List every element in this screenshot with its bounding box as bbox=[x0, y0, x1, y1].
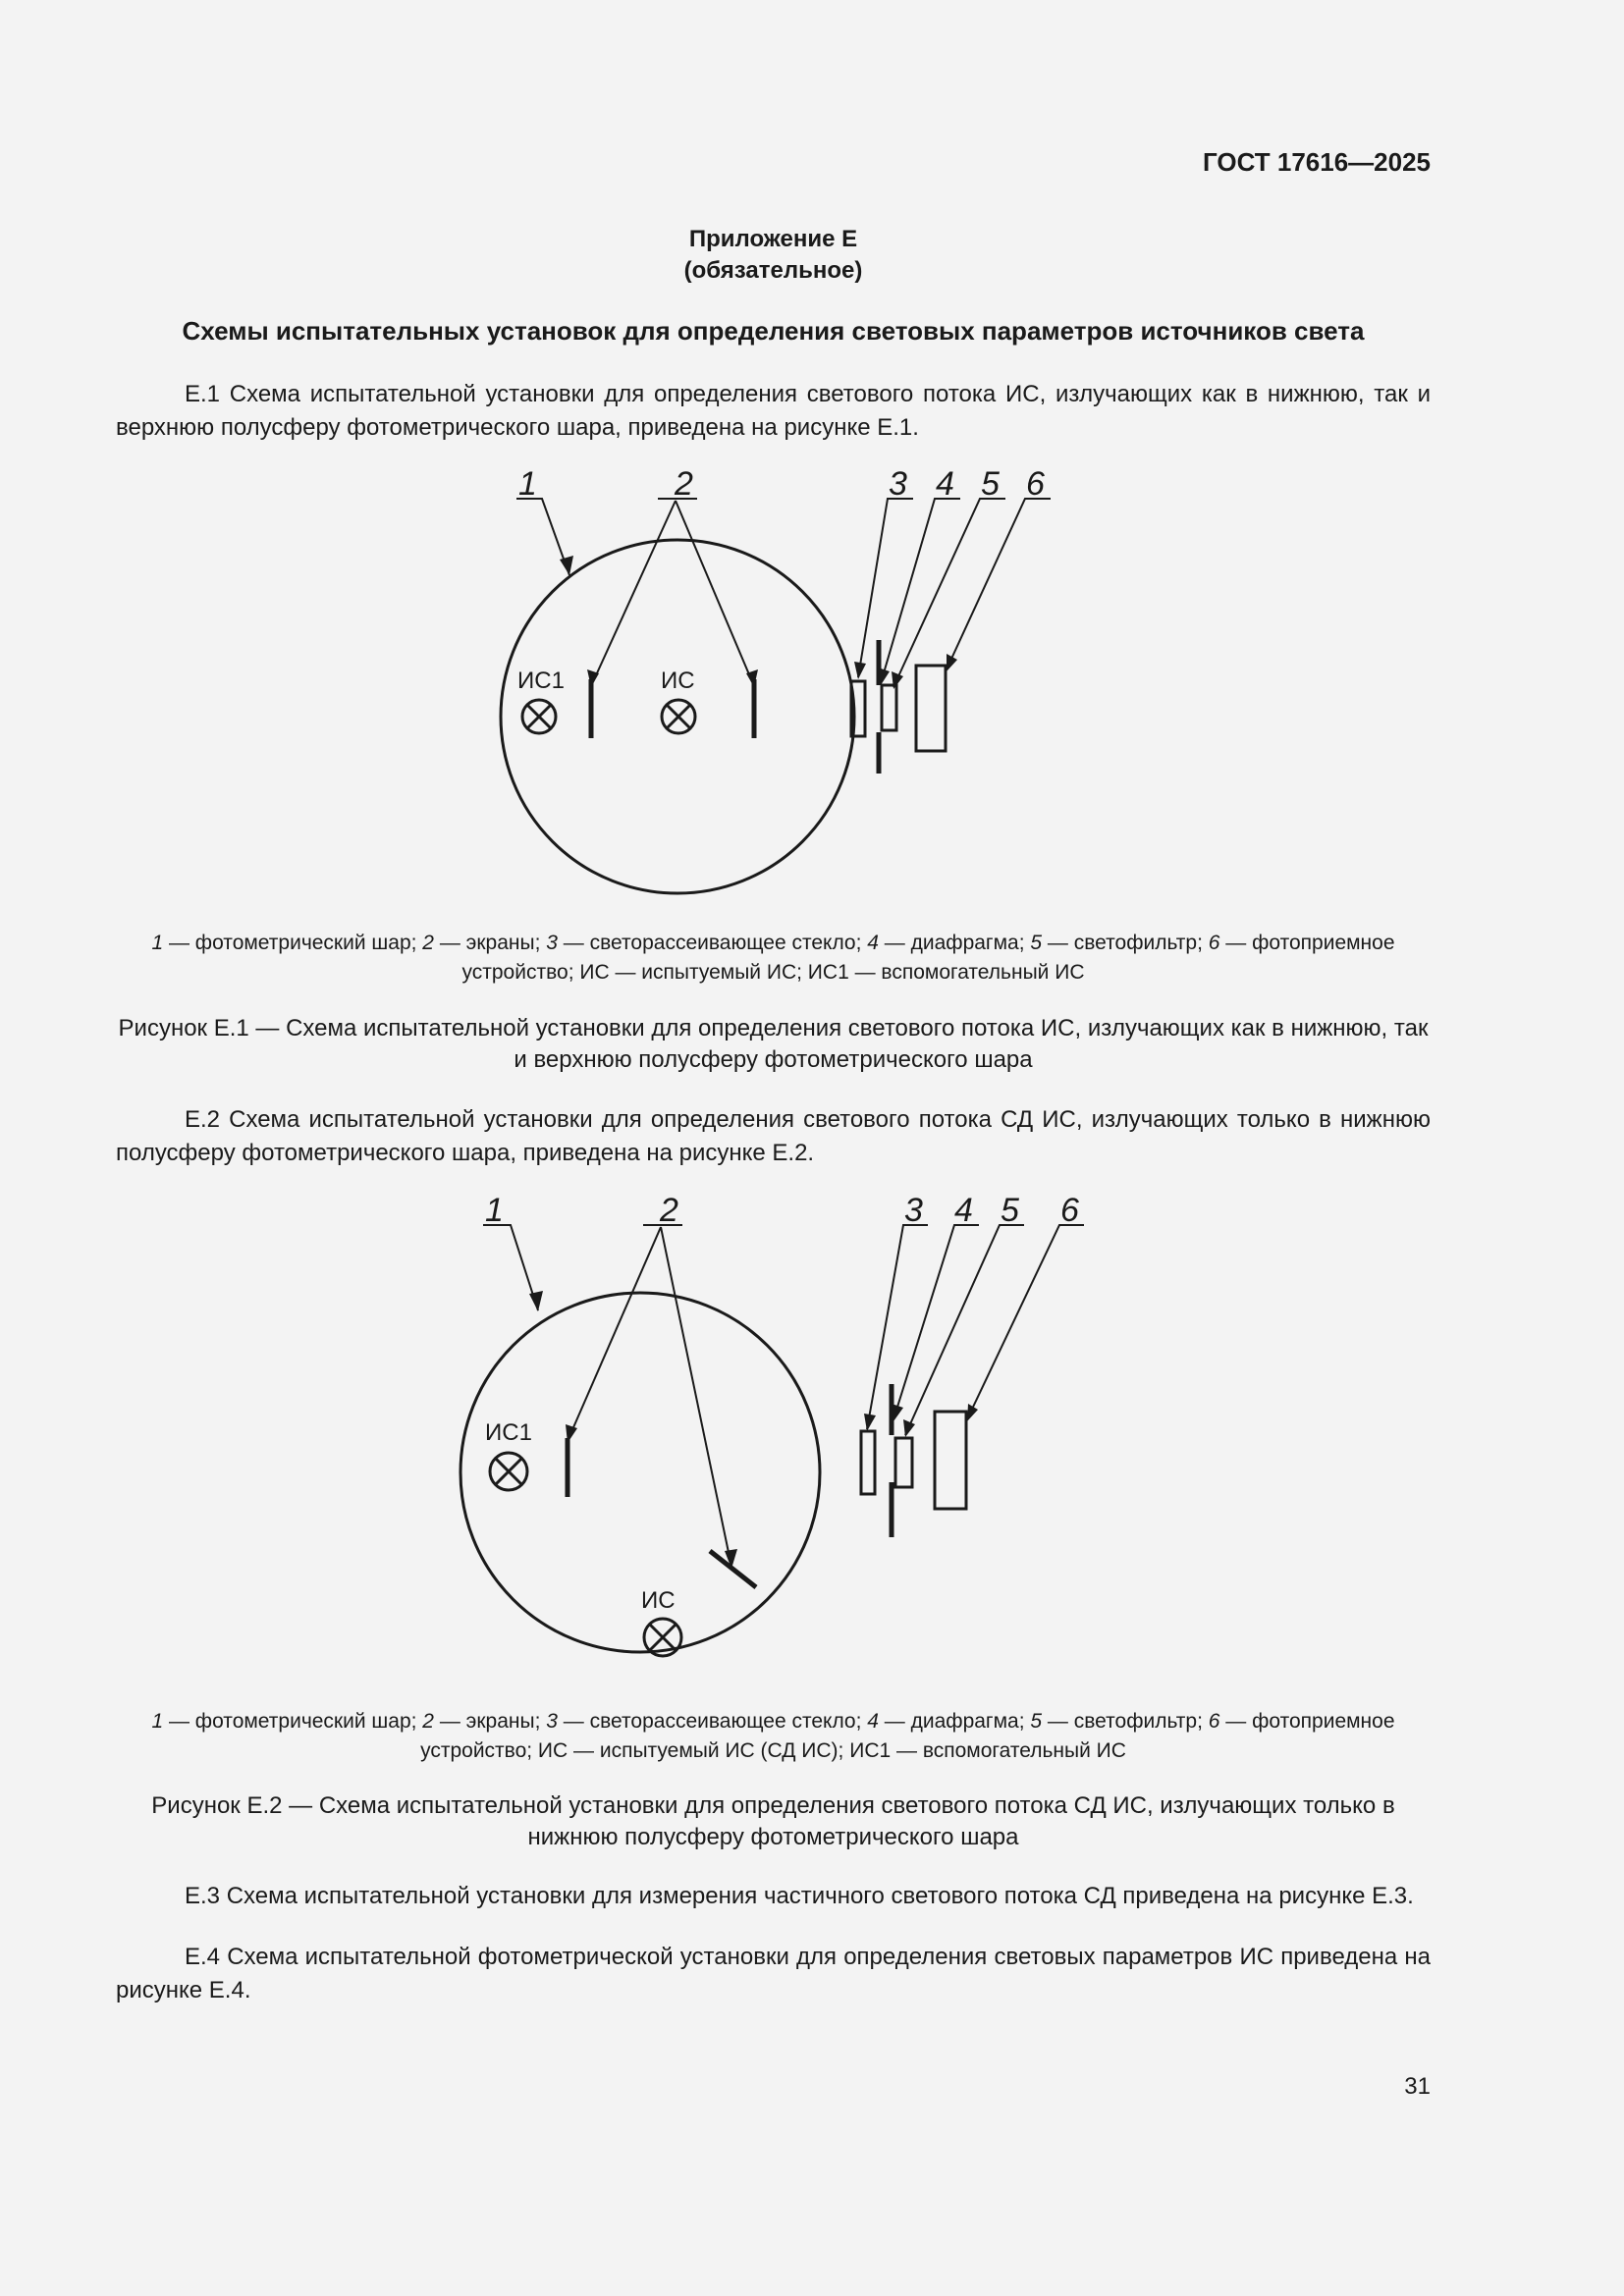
fig2-label-3: 3 bbox=[904, 1192, 923, 1229]
appendix-title: Приложение Е bbox=[688, 226, 858, 252]
leader-4 bbox=[893, 1225, 979, 1419]
fig2-label-4: 4 bbox=[954, 1192, 973, 1229]
legend-num: 4 bbox=[867, 1710, 879, 1733]
paragraph-e3 bbox=[116, 1880, 1431, 1913]
photometric-sphere bbox=[460, 1293, 820, 1652]
leader-6 bbox=[967, 1225, 1084, 1419]
fig1-label-5: 5 bbox=[981, 465, 1000, 503]
legend-num: 3 bbox=[546, 932, 558, 954]
fig2-label-1: 1 bbox=[485, 1192, 504, 1229]
paragraph-e2-text: Е.2 Схема испытательной установки для определения светового потока СД ИС, излучающих только в нижнюю полусферу фотометрического шара, приведена на рисунке Е.2. bbox=[116, 1106, 1431, 1166]
fig1-label-6: 6 bbox=[1026, 465, 1045, 503]
figure-e1-caption: Рисунок Е.1 — Схема испытательной установки для определения светового потока ИС, излучающих как в нижнюю, так и верхнюю полусферу фотометрического шара bbox=[118, 1015, 1429, 1073]
photodetector bbox=[935, 1412, 966, 1509]
fig2-label-2: 2 bbox=[660, 1192, 678, 1229]
fig1-label-4: 4 bbox=[936, 465, 954, 503]
legend-num: 4 bbox=[867, 932, 879, 954]
leader-5 bbox=[905, 1225, 1024, 1435]
leader-6 bbox=[947, 499, 1051, 669]
appendix-status: (обязательное) bbox=[683, 257, 863, 284]
paragraph-e4-text: Е.4 Схема испытательной фотометрической установки для определения световых параметров ИС приведена на рисунке Е.4. bbox=[116, 1944, 1431, 2003]
leader-1 bbox=[483, 1225, 538, 1310]
source-test-symbol bbox=[662, 700, 695, 733]
fig2-source-test-label: ИС bbox=[641, 1587, 676, 1614]
legend-num: 5 bbox=[1030, 1710, 1043, 1733]
legend-text: — фотоприемное устройство; ИС — испытуемый ИС; ИС1 — вспомогательный ИС bbox=[461, 932, 1395, 984]
fig2-label-6: 6 bbox=[1060, 1192, 1079, 1229]
standard-designation: ГОСТ 17616—2025 bbox=[1203, 147, 1431, 177]
fig1-label-1: 1 bbox=[518, 465, 537, 503]
legend-num: 2 bbox=[422, 1710, 434, 1733]
paragraph-e4 bbox=[116, 1941, 1431, 2007]
figure-e2-legend bbox=[116, 1707, 1431, 1766]
legend-text: — диафрагма; bbox=[878, 1710, 1031, 1733]
paragraph-e1 bbox=[116, 378, 1431, 445]
light-filter bbox=[882, 685, 896, 730]
fig2-label-5: 5 bbox=[1001, 1192, 1019, 1229]
light-filter bbox=[895, 1438, 912, 1487]
legend-text: — диафрагма; bbox=[878, 932, 1031, 954]
fig1-source-aux-label: ИС1 bbox=[517, 667, 565, 694]
page-number: 31 bbox=[1404, 2073, 1431, 2100]
legend-text: — фотоприемное устройство; ИС — испытуемый ИС (СД ИС); ИС1 — вспомогательный ИС bbox=[420, 1710, 1395, 1762]
paragraph-e2 bbox=[116, 1103, 1431, 1170]
legend-num: 5 bbox=[1030, 932, 1043, 954]
source-aux-symbol bbox=[522, 700, 556, 733]
fig1-label-2: 2 bbox=[675, 465, 693, 503]
legend-text: — светорассеивающее стекло; bbox=[557, 932, 868, 954]
diffusing-glass bbox=[861, 1431, 875, 1494]
leader-3 bbox=[858, 499, 913, 677]
figure-e2-diagram bbox=[0, 1183, 1624, 1693]
leader-1 bbox=[516, 499, 569, 575]
figure-e1-legend bbox=[116, 929, 1431, 988]
leader-3 bbox=[867, 1225, 928, 1429]
legend-num: 2 bbox=[422, 932, 434, 954]
legend-num: 3 bbox=[546, 1710, 558, 1733]
legend-num: 1 bbox=[151, 932, 164, 954]
legend-text: — светорассеивающее стекло; bbox=[557, 1710, 868, 1733]
legend-text: — фотометрический шар; bbox=[163, 1710, 423, 1733]
legend-text: — экраны; bbox=[433, 932, 547, 954]
fig1-label-3: 3 bbox=[889, 465, 907, 503]
legend-num: 1 bbox=[151, 1710, 164, 1733]
legend-text: — экраны; bbox=[433, 1710, 547, 1733]
section-title: Схемы испытательных установок для определения световых параметров источников света bbox=[182, 316, 1365, 346]
source-aux-symbol bbox=[490, 1453, 527, 1490]
figure-e1-diagram bbox=[0, 461, 1624, 913]
legend-text: — фотометрический шар; bbox=[163, 932, 423, 954]
fig1-source-test-label: ИС bbox=[661, 667, 695, 694]
legend-text: — светофильтр; bbox=[1042, 932, 1209, 954]
paragraph-e3-text: Е.3 Схема испытательной установки для измерения частичного светового потока СД приведена на рисунке Е.3. bbox=[185, 1883, 1414, 1909]
figure-e2-caption: Рисунок Е.2 — Схема испытательной установки для определения светового потока СД ИС, излучающих только в нижнюю полусферу фотометрического шара bbox=[151, 1792, 1395, 1850]
legend-num: 6 bbox=[1208, 932, 1220, 954]
legend-text: — светофильтр; bbox=[1042, 1710, 1209, 1733]
paragraph-e1-text: Е.1 Схема испытательной установки для определения светового потока ИС, излучающих как в нижнюю, так и верхнюю полусферу фотометрического шара, приведена на рисунке Е.1. bbox=[116, 381, 1431, 441]
fig2-source-aux-label: ИС1 bbox=[485, 1419, 532, 1446]
legend-num: 6 bbox=[1208, 1710, 1220, 1733]
photodetector bbox=[916, 666, 946, 751]
